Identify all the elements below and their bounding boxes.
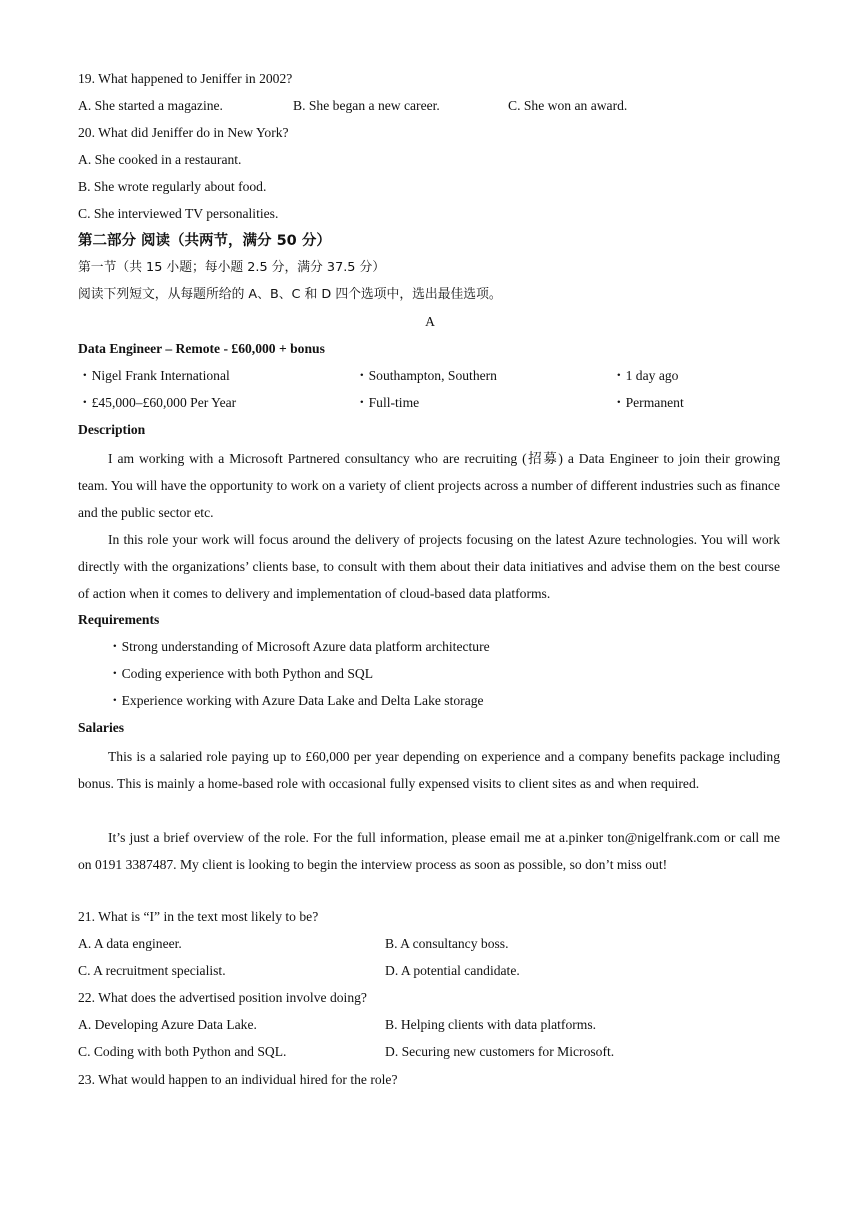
q19-option-b: B. She began a new career. xyxy=(293,98,440,113)
section1-info: 第一节（共 15 小题；每小题 2.5 分，满分 37.5 分） xyxy=(78,260,386,275)
q21-option-a: A. A data engineer. xyxy=(78,936,182,951)
reading-instruction: 阅读下列短文，从每题所给的 A、B、C 和 D 四个选项中，选出最佳选项。 xyxy=(78,287,502,302)
question-19: 19. What happened to Jeniffer in 2002? xyxy=(78,71,293,86)
q22-option-c: C. Coding with both Python and SQL. xyxy=(78,1044,287,1059)
job-type: ・Full-time xyxy=(355,395,420,410)
question-21: 21. What is “I” in the text most likely to be? xyxy=(78,909,319,924)
job-posted: ・1 day ago xyxy=(612,368,679,383)
q22-option-a: A. Developing Azure Data Lake. xyxy=(78,1017,257,1032)
part2-title: 第二部分 阅读（共两节，满分 50 分） xyxy=(78,233,331,249)
question-23: 23. What would happen to an individual hired for the role? xyxy=(78,1072,398,1087)
question-20: 20. What did Jeniffer do in New York? xyxy=(78,125,289,140)
description-paragraph-2: In this role your work will focus around the delivery of projects focusing on the latest Azure technologies. You will work directly with the organizations’ clients base, to consult with them about their data initiatives and advise them on the best course of action when it comes to delivery and implementation of cloud-based data platforms. xyxy=(78,532,780,601)
requirement-item: ・Experience working with Azure Data Lake and Delta Lake storage xyxy=(108,693,484,708)
q20-option-b: B. She wrote regularly about food. xyxy=(78,179,267,194)
q20-option-c: C. She interviewed TV personalities. xyxy=(78,206,279,221)
job-location: ・Southampton, Southern xyxy=(355,368,497,383)
question-22: 22. What does the advertised position involve doing? xyxy=(78,990,367,1005)
q19-option-c: C. She won an award. xyxy=(508,98,628,113)
salaries-paragraph-2: It’s just a brief overview of the role. For the full information, please email me at a.pinker ton@nigelfrank.com or call me on 0191 3387487. My client is looking to begin the interview process as soon as possible, so don’t miss out! xyxy=(78,830,780,872)
job-salary-range: ・£45,000–£60,000 Per Year xyxy=(78,395,237,410)
q21-option-d: D. A potential candidate. xyxy=(385,963,520,978)
job-company: ・Nigel Frank International xyxy=(78,368,230,383)
q22-option-d: D. Securing new customers for Microsoft. xyxy=(385,1044,615,1059)
salaries-paragraph-1: This is a salaried role paying up to £60,000 per year depending on experience and a company benefits package including bonus. This is mainly a home-based role with occasional fully expensed visits to client sites as and when required. xyxy=(78,749,780,791)
salaries-heading: Salaries xyxy=(78,720,125,735)
passage-label: A xyxy=(425,314,435,329)
description-heading: Description xyxy=(78,422,146,437)
requirement-item: ・Coding experience with both Python and SQL xyxy=(108,666,374,681)
q21-option-c: C. A recruitment specialist. xyxy=(78,963,226,978)
requirement-item: ・Strong understanding of Microsoft Azure data platform architecture xyxy=(108,639,490,654)
job-title: Data Engineer – Remote - £60,000 + bonus xyxy=(78,341,325,356)
job-contract: ・Permanent xyxy=(612,395,684,410)
requirements-heading: Requirements xyxy=(78,612,160,627)
q22-option-b: B. Helping clients with data platforms. xyxy=(385,1017,597,1032)
description-paragraph-1: I am working with a Microsoft Partnered consultancy who are recruiting (招募) a Data Engineer to join their growing team. You will have the opportunity to work on a variety of client projects across a number of different industries such as finance and the public sector etc. xyxy=(78,451,780,520)
q20-option-a: A. She cooked in a restaurant. xyxy=(78,152,242,167)
q19-option-a: A. She started a magazine. xyxy=(78,98,223,113)
q21-option-b: B. A consultancy boss. xyxy=(385,936,509,951)
